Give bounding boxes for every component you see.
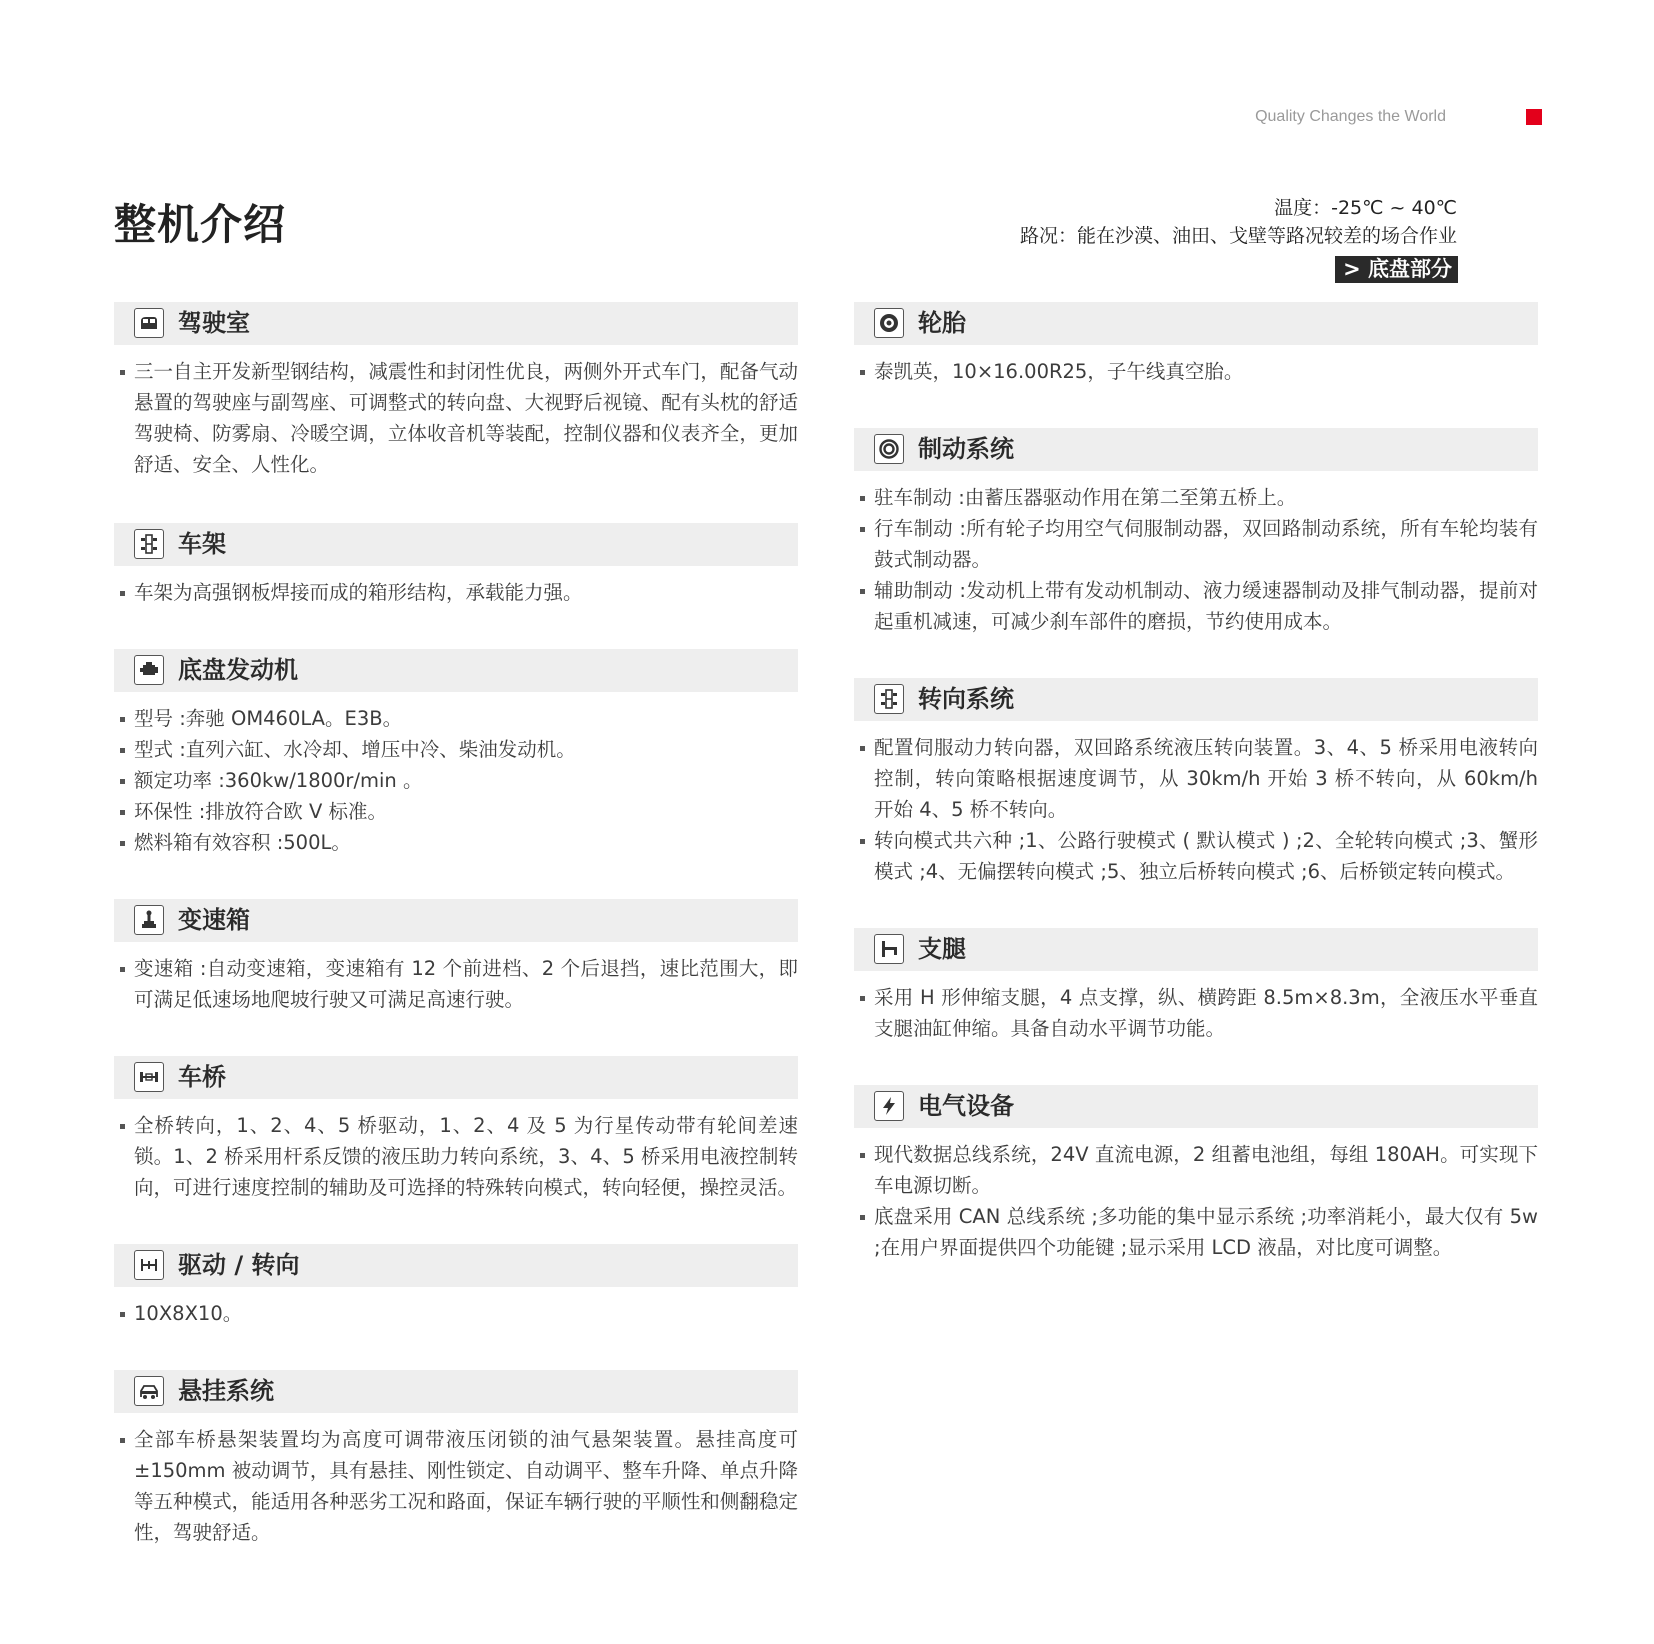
outrigger-icon	[874, 934, 904, 964]
section-header	[854, 678, 1538, 721]
section-body	[854, 721, 1538, 887]
list-item: 辅助制动 :发动机上带有发动机制动、液力缓速器制动及排气制动器，提前对起重机减速，可减少刹车部件的磨损，节约使用成本。	[860, 575, 1538, 637]
spec-section	[114, 302, 798, 480]
list-item: 行车制动 :所有轮子均用空气伺服制动器，双回路制动系统，所有车轮均装有鼓式制动器。	[860, 513, 1538, 575]
list-item: 配置伺服动力转向器，双回路系统液压转向装置。3、4、5 桥采用电液转向控制，转向策略根据速度调节，从 30km/h 开始 3 桥不转向，从 60km/h 开始 4、5 桥不转向。	[860, 732, 1538, 825]
section-title: 悬挂系统	[178, 1377, 274, 1405]
section-header	[854, 428, 1538, 471]
section-body	[114, 566, 798, 608]
spec-section	[854, 678, 1538, 887]
list-item: 采用 H 形伸缩支腿，4 点支撑，纵、横跨距 8.5m×8.3m，全液压水平垂直支腿油缸伸缩。具备自动水平调节功能。	[860, 982, 1538, 1044]
spec-section	[114, 1244, 798, 1329]
section-header	[854, 928, 1538, 971]
list-item: 环保性 :排放符合欧 V 标准。	[120, 796, 798, 827]
list-item: 驻车制动 :由蓄压器驱动作用在第二至第五桥上。	[860, 482, 1538, 513]
list-item: 车架为高强钢板焊接而成的箱形结构，承载能力强。	[120, 577, 798, 608]
list-item: 燃料箱有效容积 :500L。	[120, 827, 798, 858]
frame-icon	[134, 529, 164, 559]
section-title: 轮胎	[918, 309, 966, 337]
tagline: Quality Changes the World	[1255, 108, 1446, 125]
section-title: 变速箱	[178, 906, 250, 934]
spec-section	[114, 523, 798, 608]
section-header	[114, 1056, 798, 1099]
left-column	[114, 302, 798, 1548]
chassis-section-tag: > 底盘部分	[1335, 256, 1458, 283]
operating-conditions	[1020, 194, 1457, 250]
page-title: 整机介绍	[114, 200, 287, 249]
section-header	[114, 1244, 798, 1287]
drive-icon	[134, 1250, 164, 1280]
list-item: 全桥转向，1、2、4、5 桥驱动，1、2、4 及 5 为行星传动带有轮间差速锁。1、2 桥采用杆系反馈的液压助力转向系统，3、4、5 桥采用电液控制转向，可进行速度控制的辅助及可选择的特殊转向模式，转向轻便，操控灵活。	[120, 1110, 798, 1203]
section-body	[854, 471, 1538, 637]
section-title: 电气设备	[918, 1092, 1014, 1120]
section-body	[114, 692, 798, 858]
brake-icon	[874, 434, 904, 464]
section-header	[114, 523, 798, 566]
cab-icon	[134, 308, 164, 338]
section-title: 底盘发动机	[178, 656, 298, 684]
lightning-icon	[874, 1091, 904, 1121]
spec-section	[114, 649, 798, 858]
section-title: 驱动 / 转向	[178, 1251, 300, 1279]
section-header	[114, 649, 798, 692]
right-column	[854, 302, 1538, 1263]
list-item: 型号 :奔驰 OM460LA。E3B。	[120, 703, 798, 734]
section-body	[114, 345, 798, 480]
list-item: 额定功率 :360kw/1800r/min 。	[120, 765, 798, 796]
list-item: 型式 :直列六缸、水冷却、增压中冷、柴油发动机。	[120, 734, 798, 765]
section-title: 转向系统	[918, 685, 1014, 713]
section-body	[114, 1099, 798, 1203]
section-body	[854, 345, 1538, 387]
gearbox-icon	[134, 905, 164, 935]
suspension-icon	[134, 1376, 164, 1406]
section-header	[854, 302, 1538, 345]
brand-square-icon	[1526, 109, 1542, 125]
list-item: 三一自主开发新型钢结构，减震性和封闭性优良，两侧外开式车门，配备气动悬置的驾驶座与副驾座、可调整式的转向盘、大视野后视镜、配有头枕的舒适驾驶椅、防雾扇、冷暖空调，立体收音机等装配，控制仪器和仪表齐全，更加舒适、安全、人性化。	[120, 356, 798, 480]
road-conditions: 路况：能在沙漠、油田、戈壁等路况较差的场合作业	[1019, 225, 1457, 247]
section-body	[114, 1413, 798, 1548]
section-header	[114, 899, 798, 942]
steering-icon	[874, 684, 904, 714]
list-item: 10X8X10。	[120, 1298, 798, 1329]
section-title: 制动系统	[918, 435, 1014, 463]
spec-section	[854, 428, 1538, 637]
engine-icon	[134, 655, 164, 685]
list-item: 变速箱 :自动变速箱，变速箱有 12 个前进档、2 个后退挡，速比范围大，即可满足低速场地爬坡行驶又可满足高速行驶。	[120, 953, 798, 1015]
list-item: 泰凯英，10×16.00R25，子午线真空胎。	[860, 356, 1538, 387]
spec-section	[854, 928, 1538, 1044]
list-item: 现代数据总线系统，24V 直流电源，2 组蓄电池组，每组 180AH。可实现下车电源切断。	[860, 1139, 1538, 1201]
spec-section	[854, 1085, 1538, 1263]
section-header	[854, 1085, 1538, 1128]
section-title: 车架	[178, 530, 226, 558]
spec-section	[854, 302, 1538, 387]
section-title: 车桥	[178, 1063, 226, 1091]
list-item: 底盘采用 CAN 总线系统 ;多功能的集中显示系统 ;功率消耗小，最大仅有 5w ;在用户界面提供四个功能键 ;显示采用 LCD 液晶，对比度可调整。	[860, 1201, 1538, 1263]
list-item: 全部车桥悬架装置均为高度可调带液压闭锁的油气悬架装置。悬挂高度可 ±150mm 被动调节，具有悬挂、刚性锁定、自动调平、整车升降、单点升降等五种模式，能适用各种恶劣工况和路面，保证车辆行驶的平顺性和侧翻稳定性，驾驶舒适。	[120, 1424, 798, 1548]
temperature-range: 温度：-25℃ ~ 40℃	[1274, 197, 1457, 219]
section-header	[114, 302, 798, 345]
section-body	[114, 942, 798, 1015]
tire-icon	[874, 308, 904, 338]
spec-section	[114, 1370, 798, 1548]
spec-section	[114, 1056, 798, 1203]
section-header	[114, 1370, 798, 1413]
section-title: 支腿	[918, 935, 966, 963]
section-body	[114, 1287, 798, 1329]
section-title: 驾驶室	[178, 309, 250, 337]
list-item: 转向模式共六种 ;1、公路行驶模式 ( 默认模式 ) ;2、全轮转向模式 ;3、蟹形模式 ;4、无偏摆转向模式 ;5、独立后桥转向模式 ;6、后桥锁定转向模式。	[860, 825, 1538, 887]
section-body	[854, 1128, 1538, 1263]
spec-section	[114, 899, 798, 1015]
section-body	[854, 971, 1538, 1044]
axle-icon	[134, 1062, 164, 1092]
